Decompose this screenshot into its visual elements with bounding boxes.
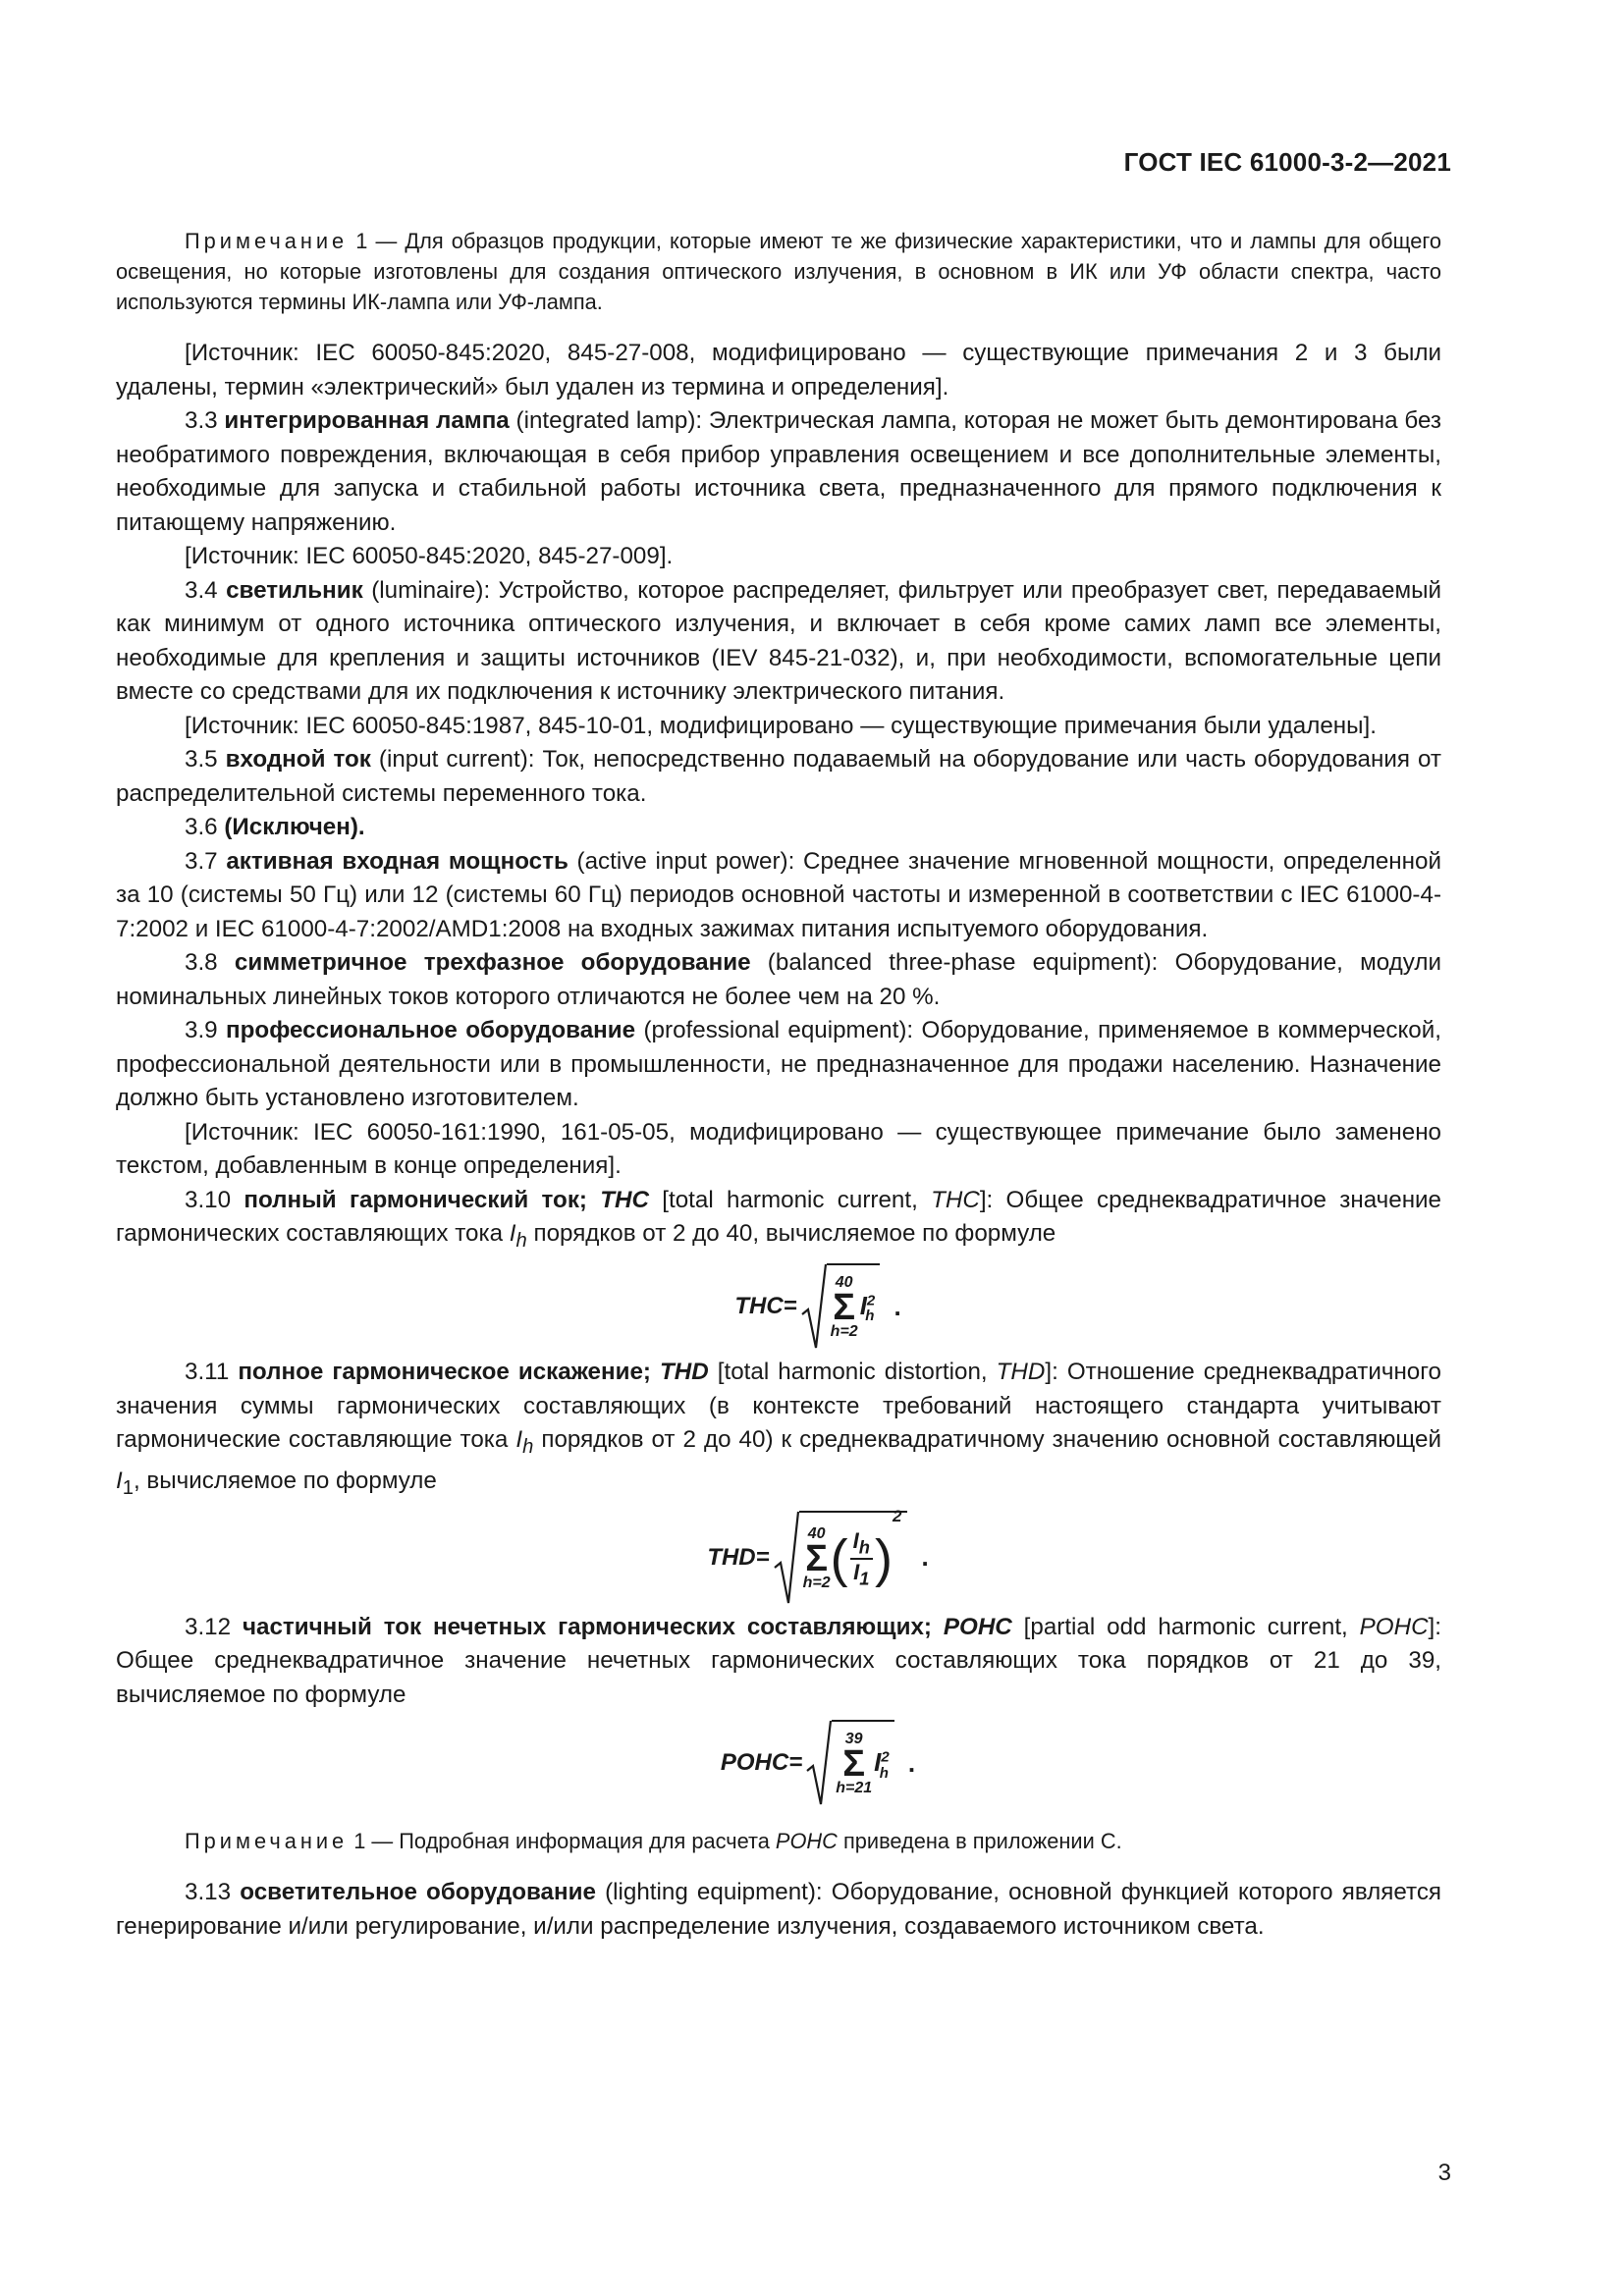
radical-sign bbox=[806, 1720, 832, 1806]
note-pohc: Примечание 1 — Подробная информация для расчета POHC приведена в приложении С. bbox=[185, 1829, 1122, 1854]
term-3-8: 3.8 симметричное трехфазное оборудование (balanced three-phase equipment): Оборудование, модули номинальных линейных токов которого отличаются не более чем на 20 %. bbox=[116, 949, 1441, 1010]
term-3-10: 3.10 полный гармонический ток; THC [total harmonic current, THC]: Общее среднеквадратичное значение гармонических составляющих тока $I_h$ порядков от 2 до 40, вычисляемое по формуле bbox=[116, 1186, 1442, 1252]
source-845-10-01: [Источник: IEC 60050-845:1987, 845-10-01, модифицировано — существующие примечания были удалены]. bbox=[185, 712, 1377, 739]
term-title: симметричное трехфазное оборудование bbox=[234, 949, 751, 976]
note-label: Примечание bbox=[185, 229, 349, 253]
formula-thc: THC= 40 Σ h=2 $I^2_h$ . bbox=[194, 1257, 1441, 1356]
source-161-05-05: [Источник: IEC 60050-161:1990, 161-05-05, модифицировано — существующее примечание было заменено текстом, добавленным в конце определения]. bbox=[116, 1118, 1441, 1179]
page-number: 3 bbox=[1437, 2160, 1451, 2186]
term-3-9: 3.9 профессиональное оборудование (professional equipment): Оборудование, применяемое в коммерческой, профессиональной деятельности или в промышленности, не предназначенное для продажи населению. Назначение должно быть установлено изготовителем. bbox=[116, 1017, 1441, 1111]
term-title: профессиональное оборудование bbox=[226, 1017, 636, 1043]
document-body bbox=[116, 226, 1441, 1944]
term-3-7: 3.7 активная входная мощность (active input power): Среднее значение мгновенной мощности, определенной за 10 (системы 50 Гц) или 12 (системы 60 Гц) периодов основной частоты и измеренной в соответствии с IEC 61000-4-7:2002 и IEC 61000-4-7:2002/AMD1:2008 на входных зажимах питания испытуемого оборудования. bbox=[116, 847, 1441, 942]
term-title: интегрированная лампа bbox=[224, 407, 510, 434]
note-1 bbox=[116, 226, 1441, 317]
formula-thd: THD= 40 Σ h=2 ( $\frac{I_h}{I_1}$ ) 2 . bbox=[194, 1505, 1441, 1611]
term-3-6: 3.6 (Исключен). bbox=[185, 814, 365, 840]
formula-pohc: POHC= 39 Σ h=21 $I^2_h$ . bbox=[194, 1712, 1441, 1814]
term-title: светильник bbox=[226, 576, 363, 604]
term-title: входной ток bbox=[225, 746, 371, 773]
term-title: осветительное оборудование bbox=[240, 1879, 596, 1906]
term-3-11: 3.11 полное гармоническое искажение; THD [total harmonic distortion, THD]: Отношение среднеквадратичного значения суммы гармонических составляющих (в контексте требований настоящего стандарта учитывают гармонические составляющие тока $I_h$ порядков от 2 до 40) к среднеквадратичному значению основной составляющей $I_1$, вычисляемое по формуле bbox=[116, 1359, 1441, 1499]
source-845-27-008: [Источник: IEC 60050-845:2020, 845-27-008, модифицировано — существующие примечания 2 и 3 были удалены, термин «электрический» был удален из термина и определения]. bbox=[116, 340, 1441, 400]
term-3-12: 3.12 частичный ток нечетных гармонических составляющих; POHC [partial odd harmonic current, POHC]: Общее среднеквадратичное значение нечетных гармонических составляющих тока порядков от 21 до 39, вычисляемое по формуле bbox=[116, 1613, 1441, 1708]
document-code: ГОСТ IEC 61000-3-2—2021 bbox=[1123, 147, 1451, 177]
source-845-27-009: [Источник: IEC 60050-845:2020, 845-27-009]. bbox=[185, 543, 674, 569]
radical-sign bbox=[801, 1263, 827, 1350]
term-3-3: 3.3 интегрированная лампа (integrated lamp): Электрическая лампа, которая не может быть демонтирована без необратимого повреждения, включающая в себя прибор управления освещением и все дополнительные элементы, необходимые для запуска и стабильной работы источника света, предназначенного для прямого подключения к питающему напряжению. bbox=[116, 407, 1441, 536]
term-3-4: 3.4 светильник (luminaire): Устройство, которое распределяет, фильтрует или преобразует свет, передаваемый как минимум от одного источника оптического излучения, и включает в себя кроме самих ламп все элементы, необходимые для крепления и защиты источников (IEV 845-21-032), и, при необходимости, вспомогательные цепи вместе со средствами для их подключения к источнику электрического питания. bbox=[116, 576, 1441, 705]
term-3-13: 3.13 осветительное оборудование (lighting equipment): Оборудование, основной функцией которого является генерирование и/или регулирование, и/или распределение излучения, создаваемого источником света. bbox=[116, 1879, 1442, 1940]
term-title: активная входная мощность bbox=[226, 847, 568, 875]
radical-sign bbox=[774, 1511, 799, 1605]
term-3-5: 3.5 входной ток (input current): Ток, непосредственно подаваемый на оборудование или часть оборудования от распределительной системы переменного тока. bbox=[116, 746, 1441, 807]
term-title: (Исключен). bbox=[224, 814, 365, 840]
note-text: 1 — Для образцов продукции, которые имеют те же физические характеристики, что и лампы для общего освещения, но которые изготовлены для создания оптического излучения, в основном в ИК или УФ области спектра, часто используются термины ИК-лампа или УФ-лампа. bbox=[116, 229, 1441, 314]
